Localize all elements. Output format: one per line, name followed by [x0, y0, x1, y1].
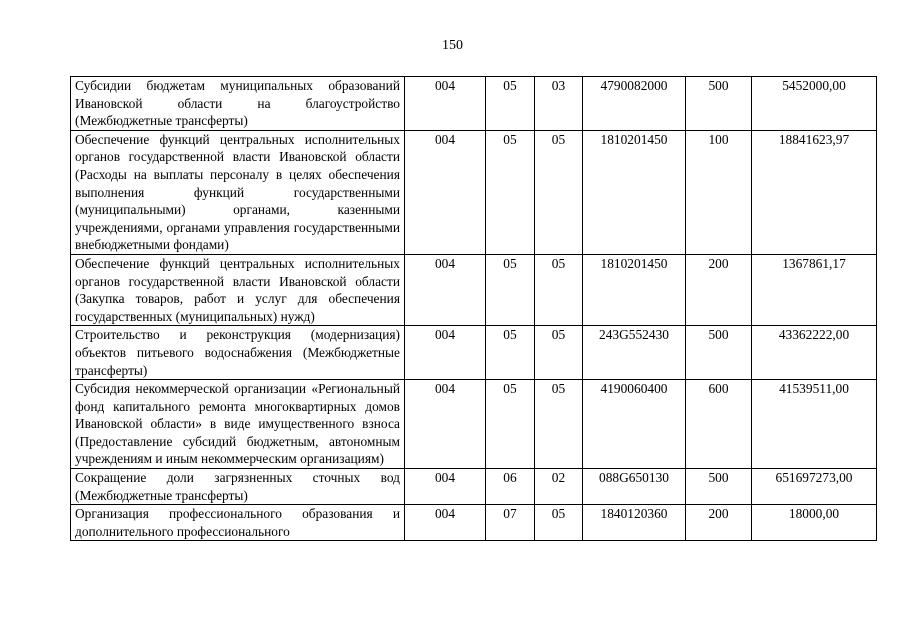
ministry-code: 004: [405, 469, 486, 505]
subsection-code: 05: [535, 130, 583, 254]
expense-type-code: 200: [686, 254, 752, 325]
target-article-code: 4790082000: [583, 77, 686, 131]
row-description: Организация профессионального образования и дополнительного профессионального: [71, 505, 405, 541]
amount: 41539511,00: [752, 380, 877, 469]
section-code: 05: [486, 77, 535, 131]
amount: 5452000,00: [752, 77, 877, 131]
amount: 651697273,00: [752, 469, 877, 505]
target-article-code: 1810201450: [583, 130, 686, 254]
expense-type-code: 100: [686, 130, 752, 254]
expense-type-code: 500: [686, 77, 752, 131]
target-article-code: 1810201450: [583, 254, 686, 325]
target-article-code: 4190060400: [583, 380, 686, 469]
row-description: Обеспечение функций центральных исполнительных органов государственной власти Ивановской области (Расходы на выплаты персоналу в целях обеспечения выполнения функций государственными (муниципальными) органами, казенными учреждениями, органами управления государственными внебюджетными фондами): [71, 130, 405, 254]
table-row: [71, 130, 877, 254]
expense-type-code: 200: [686, 505, 752, 541]
section-code: 05: [486, 380, 535, 469]
row-description: Строительство и реконструкция (модернизация) объектов питьевого водоснабжения (Межбюджетные трансферты): [71, 326, 405, 380]
table-row: [71, 326, 877, 380]
section-code: 05: [486, 326, 535, 380]
target-article-code: 1840120360: [583, 505, 686, 541]
expense-type-code: 600: [686, 380, 752, 469]
subsection-code: 02: [535, 469, 583, 505]
target-article-code: 243G552430: [583, 326, 686, 380]
amount: 1367861,17: [752, 254, 877, 325]
expense-type-code: 500: [686, 469, 752, 505]
ministry-code: 004: [405, 326, 486, 380]
subsection-code: 05: [535, 505, 583, 541]
section-code: 05: [486, 130, 535, 254]
subsection-code: 05: [535, 380, 583, 469]
table-row: [71, 380, 877, 469]
subsection-code: 05: [535, 254, 583, 325]
subsection-code: 05: [535, 326, 583, 380]
table-row: [71, 505, 877, 541]
table-row: [71, 469, 877, 505]
page-number: 150: [442, 38, 463, 53]
target-article-code: 088G650130: [583, 469, 686, 505]
row-description: Сокращение доли загрязненных сточных вод (Межбюджетные трансферты): [71, 469, 405, 505]
ministry-code: 004: [405, 254, 486, 325]
ministry-code: 004: [405, 380, 486, 469]
amount: 18000,00: [752, 505, 877, 541]
subsection-code: 03: [535, 77, 583, 131]
amount: 18841623,97: [752, 130, 877, 254]
section-code: 06: [486, 469, 535, 505]
budget-table: [70, 76, 877, 541]
table-row: [71, 254, 877, 325]
table-row: [71, 77, 877, 131]
section-code: 07: [486, 505, 535, 541]
row-description: Обеспечение функций центральных исполнительных органов государственной власти Ивановской области (Закупка товаров, работ и услуг для обеспечения государственных (муниципальных) нужд): [71, 254, 405, 325]
expense-type-code: 500: [686, 326, 752, 380]
row-description: Субсидии бюджетам муниципальных образований Ивановской области на благоустройство (Межбюджетные трансферты): [71, 77, 405, 131]
ministry-code: 004: [405, 130, 486, 254]
amount: 43362222,00: [752, 326, 877, 380]
row-description: Субсидия некоммерческой организации «Региональный фонд капитального ремонта многоквартирных домов Ивановской области» в виде имущественного взноса (Предоставление субсидий бюджетным, автономным учреждениям и иным некоммерческим организациям): [71, 380, 405, 469]
ministry-code: 004: [405, 505, 486, 541]
section-code: 05: [486, 254, 535, 325]
ministry-code: 004: [405, 77, 486, 131]
